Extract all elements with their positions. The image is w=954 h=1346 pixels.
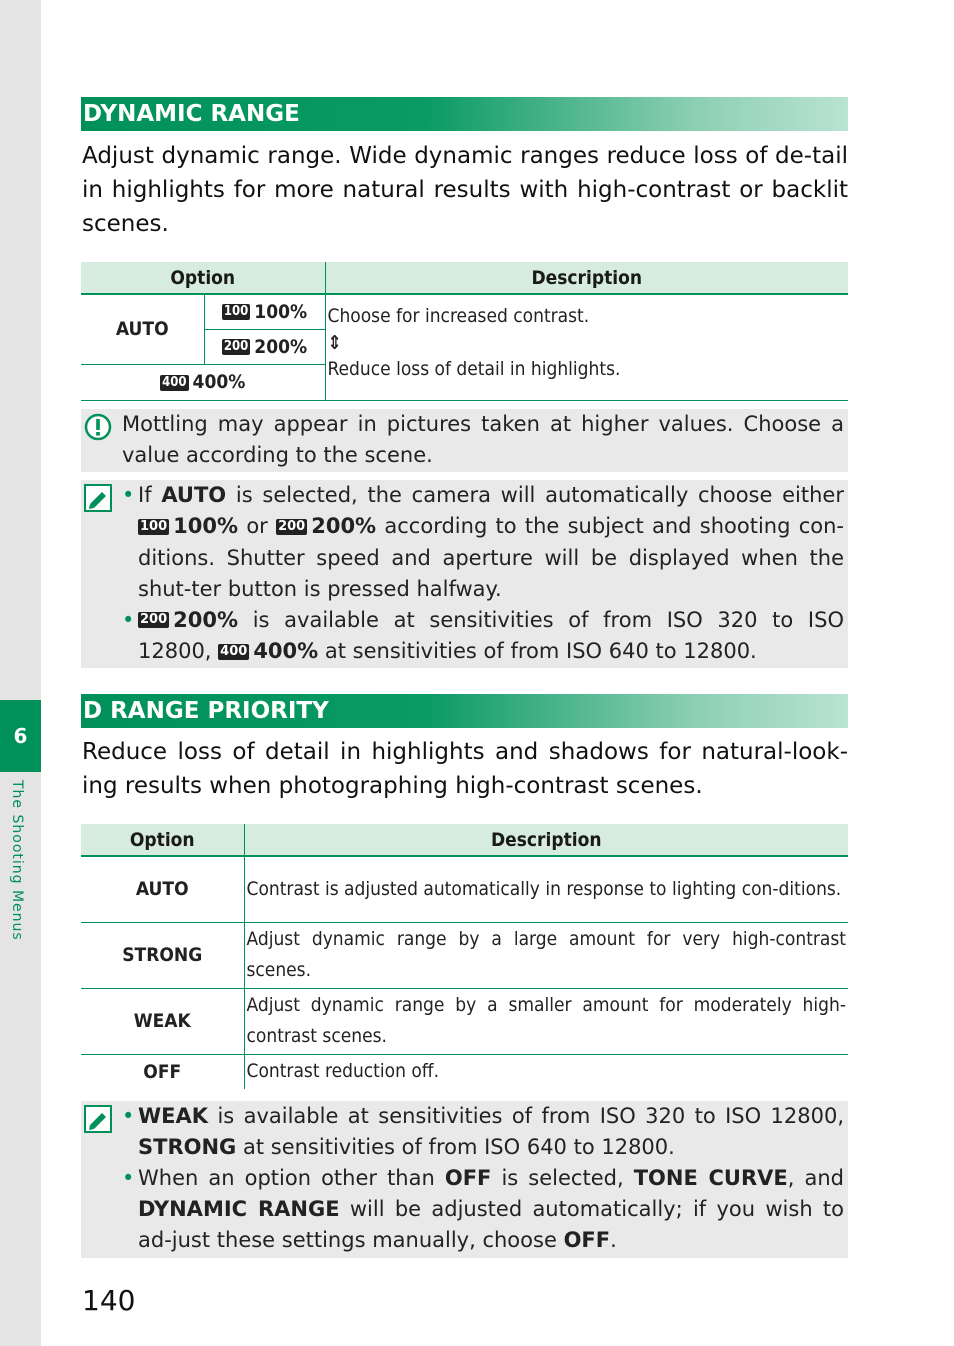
d-range-priority-table	[81, 824, 848, 1089]
section-heading-d-range-priority: D RANGE PRIORITY	[81, 694, 848, 728]
dr200-icon: 200	[140, 612, 168, 627]
caution-box	[81, 409, 848, 472]
col-header-description: Description	[325, 262, 848, 294]
description-weak: Adjust dynamic range by a smaller amount for moderately high-contrast scenes.	[244, 988, 848, 1054]
memo-box-dynamic-range	[81, 480, 848, 668]
dr400-icon: 400	[162, 374, 187, 390]
option-auto: AUTO	[81, 294, 204, 364]
dr-description-cell	[325, 294, 848, 400]
option-off: OFF	[143, 1060, 182, 1083]
memo-bullet-weak-strong: • WEAK is available at sensitivities of from ISO 320 to ISO 12800, STRONG at sensitivities of from ISO 640 to 12800.	[122, 1101, 844, 1163]
desc-increased-contrast: Choose for increased contrast.	[327, 305, 590, 327]
option-auto: AUTO	[81, 856, 244, 922]
page-number: 140	[82, 1284, 136, 1317]
section-lead-d-range-priority: Reduce loss of detail in highlights and shadows for natural-look-ing results when photographing high-contrast scenes.	[82, 739, 848, 799]
caution-text: Mottling may appear in pictures taken at higher values. Choose a value according to the scene.	[122, 412, 844, 467]
dr200-icon: 200	[278, 518, 306, 534]
memo-bullet-tone-curve: • When an option other than OFF is selected, TONE CURVE, and DYNAMIC RANGE will be adjusted automatically; if you wish to ad-just these settings manually, choose OFF.	[122, 1163, 844, 1256]
option-200: 200 200%	[204, 329, 325, 364]
col-header-option: Option	[81, 262, 325, 294]
dr100-icon: 100	[223, 304, 249, 320]
option-strong: STRONG	[81, 922, 244, 988]
chapter-tab	[0, 700, 41, 772]
chapter-number: 6	[13, 724, 28, 748]
dr100-icon: 100	[140, 518, 168, 534]
desc-reduce-loss: Reduce loss of detail in highlights.	[327, 358, 621, 380]
section-heading-dynamic-range: DYNAMIC RANGE	[81, 97, 848, 131]
col-header-description: Description	[244, 824, 848, 856]
option-400: 400 400%	[81, 364, 325, 400]
description-auto: Contrast is adjusted automatically in response to lighting con-ditions.	[244, 856, 848, 922]
side-strip	[0, 0, 41, 1346]
memo-pencil-icon	[84, 1105, 112, 1133]
memo-bullet-auto: • If AUTO is selected, the camera will automatically choose either 100 100% or 200 200% according to the subject and shooting con-ditions. Shutter speed and aperture will be displayed when the shut-ter button is pressed halfway.	[122, 480, 844, 605]
description-strong: Adjust dynamic range by a large amount for very high-contrast scenes.	[244, 922, 848, 988]
dr400-icon: 400	[220, 643, 248, 659]
option-weak: WEAK	[81, 988, 244, 1054]
col-header-option: Option	[81, 824, 244, 856]
dynamic-range-table	[81, 262, 848, 401]
chapter-label: The Shooting Menus	[9, 780, 25, 941]
description-off: Contrast reduction off.	[244, 1054, 848, 1089]
memo-pencil-icon	[84, 484, 112, 512]
caution-icon	[84, 413, 112, 441]
memo-box-d-range-priority	[81, 1101, 848, 1258]
memo-bullet-sensitivity: • 200 200% is available at sensitivities of from ISO 320 to ISO 12800, 400 400% at sensitivities of from ISO 640 to 12800.	[122, 605, 844, 668]
up-down-arrow-icon: ⇕	[327, 332, 342, 354]
section-lead-dynamic-range: Adjust dynamic range. Wide dynamic ranges reduce loss of de-tail in highlights for more natural results with high-contrast or backlit scenes.	[82, 143, 848, 237]
option-100: 100 100%	[204, 294, 325, 329]
dr200-icon: 200	[223, 339, 249, 354]
